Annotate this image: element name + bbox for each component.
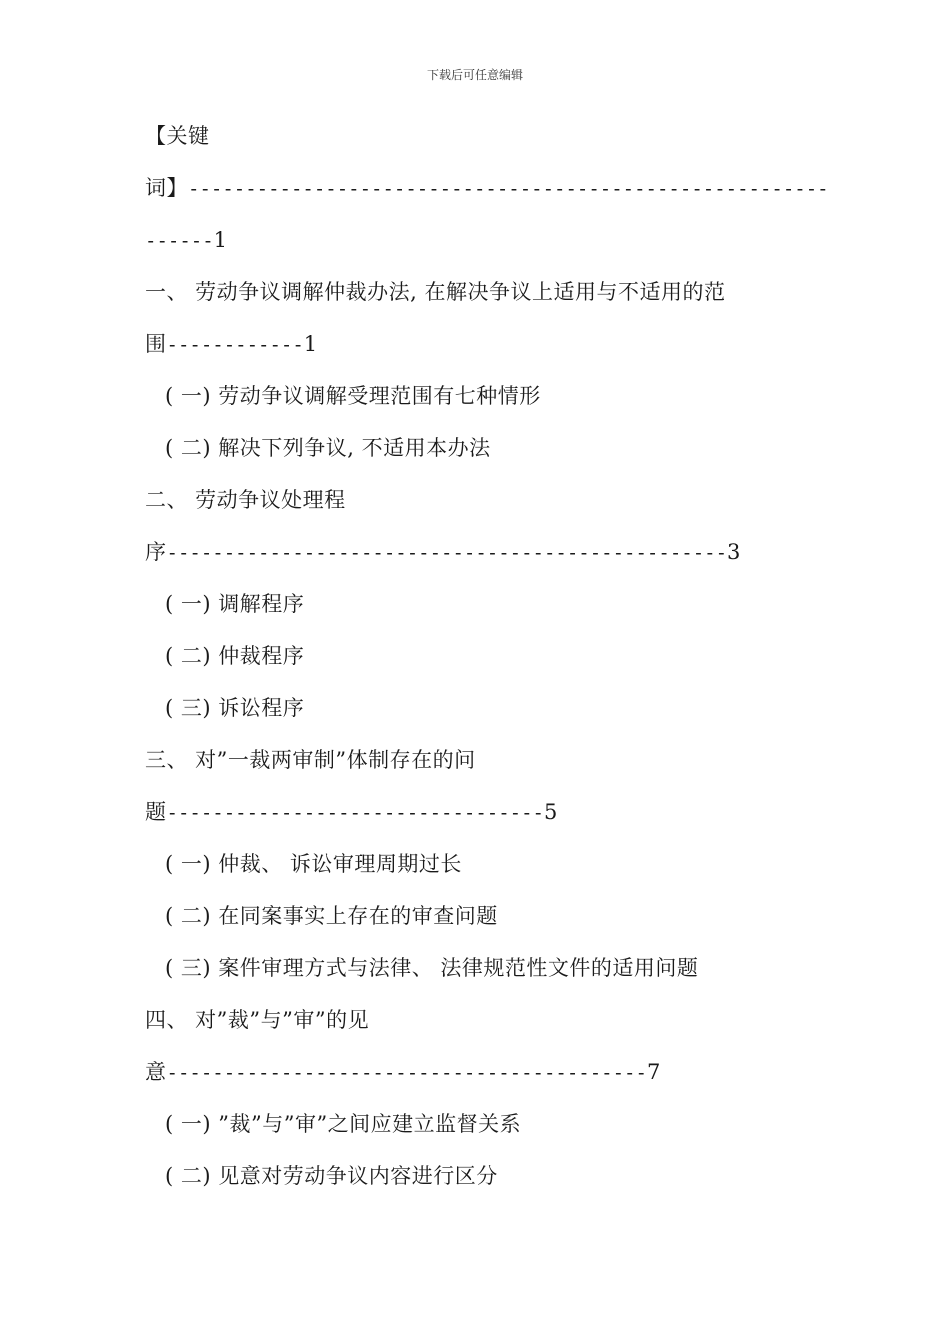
toc-line bbox=[165, 434, 491, 462]
toc-line bbox=[145, 226, 228, 255]
toc-line bbox=[165, 954, 698, 982]
toc-line bbox=[165, 382, 541, 410]
toc-leader: ------------------------------------------ bbox=[166, 1062, 647, 1084]
toc-text: 三、 对”一裁两审制”体制存在的问 bbox=[145, 748, 476, 772]
toc-text: ( 一) ”裁”与”审”之间应建立监督关系 bbox=[165, 1112, 522, 1136]
toc-text: ( 一) 调解程序 bbox=[165, 592, 305, 616]
toc-page-number: 7 bbox=[646, 1060, 661, 1084]
toc-page-number: 1 bbox=[213, 228, 228, 252]
toc-page-number: 5 bbox=[544, 800, 558, 824]
toc-text: 题 bbox=[145, 800, 167, 824]
toc-text: ( 二) 仲裁程序 bbox=[165, 644, 305, 668]
toc-text: ( 一) 劳动争议调解受理范围有七种情形 bbox=[165, 384, 541, 408]
toc-line bbox=[165, 590, 304, 618]
page-header: 下载后可任意编辑 bbox=[426, 68, 523, 82]
toc-line bbox=[145, 330, 318, 359]
toc-line bbox=[145, 486, 346, 514]
toc-line bbox=[145, 538, 741, 567]
toc-line bbox=[165, 902, 498, 930]
toc-leader: ------------ bbox=[166, 334, 304, 356]
toc-line bbox=[165, 1110, 521, 1138]
toc-text: 序 bbox=[145, 540, 167, 564]
toc-text: 二、 劳动争议处理程 bbox=[145, 488, 346, 512]
toc-text: 一、 劳动争议调解仲裁办法, 在解决争议上适用与不适用的范 bbox=[145, 280, 726, 304]
toc-text: ( 三) 诉讼程序 bbox=[165, 696, 305, 720]
toc-line bbox=[145, 174, 829, 203]
toc-line bbox=[145, 1006, 369, 1034]
toc-line bbox=[145, 1058, 661, 1087]
toc-text: 意 bbox=[145, 1060, 167, 1084]
toc-page-number: 3 bbox=[727, 540, 741, 564]
toc-leader: -------------------------------------------------------- bbox=[188, 178, 829, 200]
toc-text: ( 三) 案件审理方式与法律、 法律规范性文件的适用问题 bbox=[165, 956, 699, 980]
toc-text: ( 二) 在同案事实上存在的审查问题 bbox=[165, 904, 498, 928]
toc-leader: ------------------------------------------------- bbox=[166, 542, 728, 564]
toc-text: ( 一) 仲裁、 诉讼审理周期过长 bbox=[165, 852, 462, 876]
toc-page-number: 1 bbox=[303, 332, 318, 356]
toc-line bbox=[165, 694, 304, 722]
toc-line bbox=[145, 746, 476, 774]
toc-leader: --------------------------------- bbox=[166, 802, 544, 824]
toc-text: 【关键 bbox=[145, 124, 210, 148]
toc-line bbox=[145, 278, 726, 306]
toc-line bbox=[165, 642, 304, 670]
toc-text: 围 bbox=[145, 332, 167, 356]
toc-line bbox=[145, 122, 210, 150]
toc-line bbox=[165, 850, 462, 878]
toc-text: ( 二) 解决下列争议, 不适用本办法 bbox=[165, 436, 491, 460]
toc-text: 词】 bbox=[145, 176, 188, 200]
toc-line bbox=[145, 798, 558, 827]
toc-line bbox=[165, 1162, 498, 1190]
toc-text: ( 二) 见意对劳动争议内容进行区分 bbox=[165, 1164, 498, 1188]
toc-text: 四、 对”裁”与”审”的见 bbox=[145, 1008, 370, 1032]
toc-leader: ------ bbox=[145, 230, 214, 252]
